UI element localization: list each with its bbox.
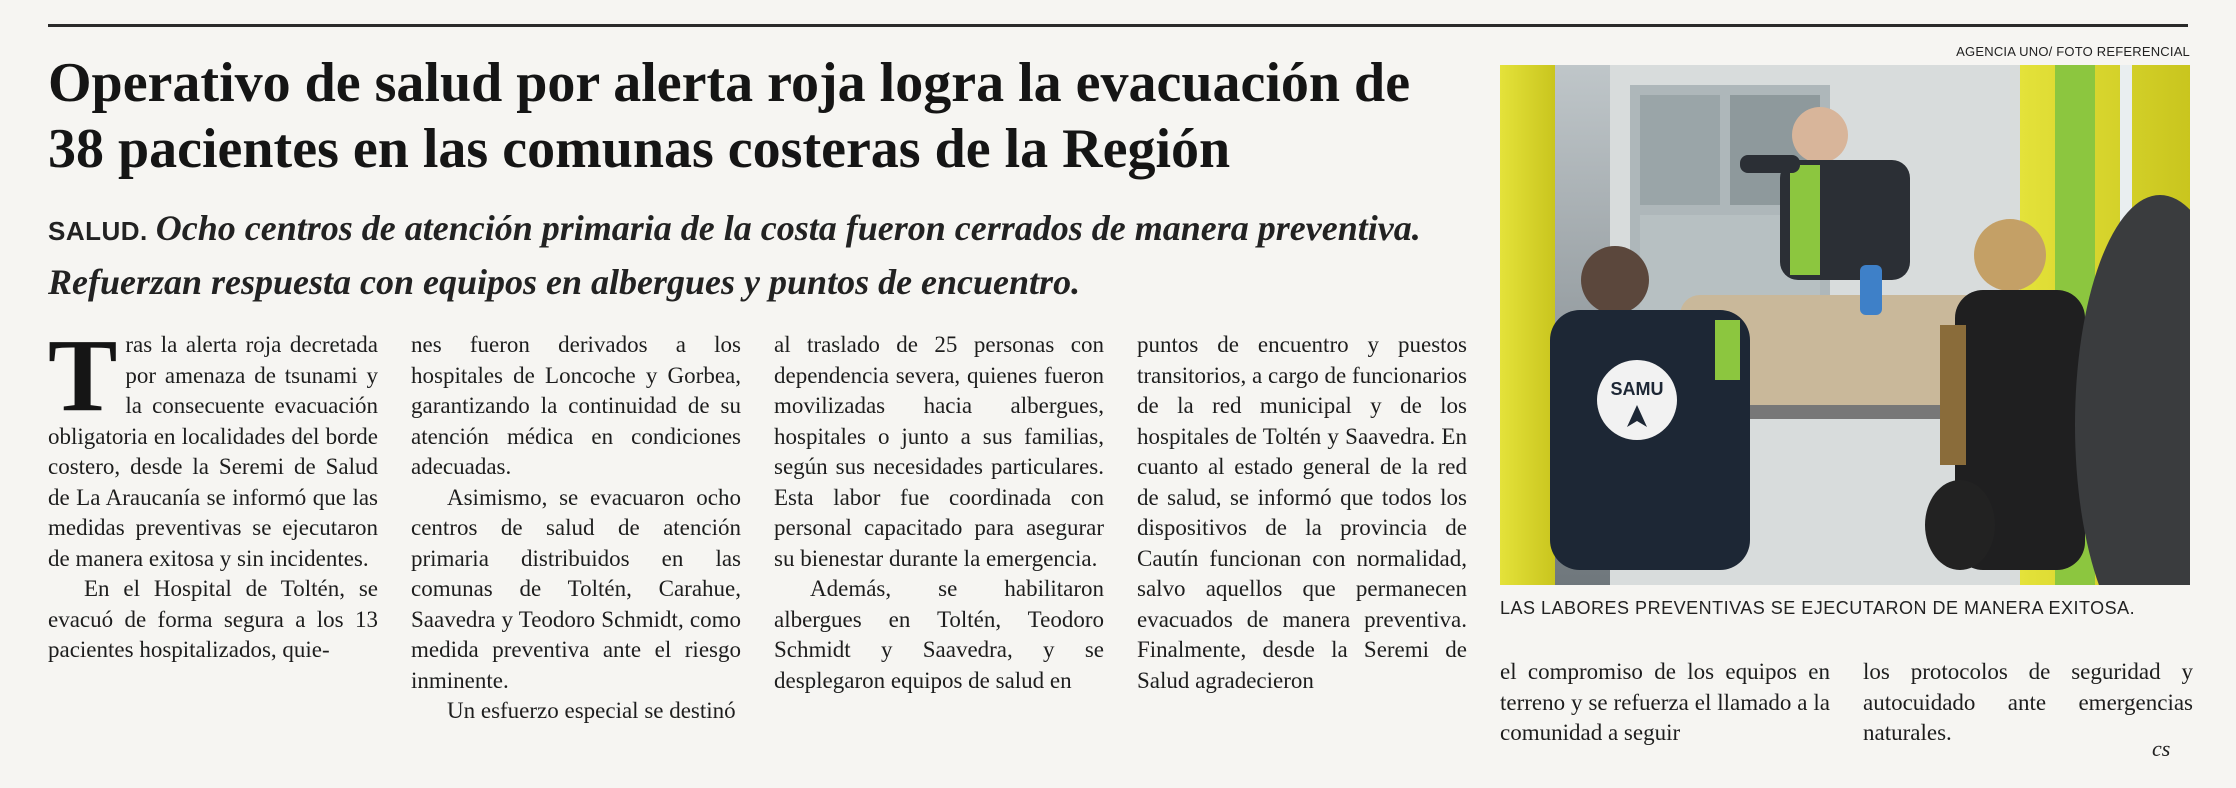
photo-caption: LAS LABORES PREVENTIVAS SE EJECUTARON DE MANERA EXITOSA. xyxy=(1500,598,2136,618)
paragraph-4-continued xyxy=(774,330,1104,574)
paragraph-4 xyxy=(411,696,741,727)
deck-text: Ocho centros de atención primaria de la costa fueron cerrados de manera preventiva. Refuerzan respuesta con equipos en albergues y puntos de encuentro. xyxy=(48,208,1421,302)
paragraph-5-part-3: el compromiso de los equipos en terreno y se refuerza el llamado a la comunidad a seguir xyxy=(1500,659,1830,745)
paragraph-2-part-1: En el Hospital de Toltén, se evacuó de forma segura a los 13 pacientes hospitalizados, quie- xyxy=(48,576,378,662)
headline: Operativo de salud por alerta roja logra la evacuación de 38 pacientes en las comunas costeras de la Región xyxy=(48,52,1411,180)
article-column-1 xyxy=(48,318,378,666)
paragraph-5-continued-3 xyxy=(1863,657,2193,749)
paragraph-5-part-2: puntos de encuentro y puestos transitorios, a cargo de funcionarios de la red municipal y de los hospitales de Toltén y Saavedra. En cuanto al estado general de la red de salud, se informó que todos los dispositivos de la provincia de Cautín funcionan con normalidad, salvo aquellos que permanecen evacuados de manera preventiva. Finalmente, desde la Seremi de Salud agradecieron xyxy=(1137,332,1467,693)
top-rule xyxy=(48,24,2188,27)
end-mark: cs xyxy=(2152,736,2171,761)
paragraph-2 xyxy=(48,574,378,666)
section-label: SALUD. xyxy=(48,216,148,246)
ambulance-scene-illustration xyxy=(1500,65,2190,585)
article-column-6 xyxy=(1863,657,2193,749)
paragraph-5-continued-2 xyxy=(1500,657,1830,749)
photo-credit: AGENCIA UNO/ FOTO REFERENCIAL xyxy=(1956,44,2190,59)
paragraph-1: ras la alerta roja decretada por amenaza de tsunami y la consecuente evacuación obligatoria en localidades del borde costero, desde la Seremi de Salud de La Araucanía se informó que las medidas preventivas se ejecutaron de manera exitosa y sin incidentes. xyxy=(48,332,378,571)
news-photo xyxy=(1500,65,2190,585)
article-column-4 xyxy=(1137,330,1467,696)
article-column-2 xyxy=(411,330,741,727)
deck xyxy=(48,203,1468,308)
paragraph-5 xyxy=(774,574,1104,696)
paragraph-2-part-2: nes fueron derivados a los hospitales de Loncoche y Gorbea, garantizando la continuidad de su atención médica en condiciones adecuadas. xyxy=(411,332,741,479)
drop-cap: T xyxy=(48,318,118,433)
article-column-3 xyxy=(774,330,1104,696)
paragraph-2-continued xyxy=(411,330,741,483)
article-column-5 xyxy=(1500,657,1830,749)
paragraph-4-part-2: al traslado de 25 personas con dependencia severa, quienes fueron movilizadas hacia albergues, hospitales o junto a sus familias, según sus necesidades particulares. Esta labor fue coordinada con personal capacitado para asegurar su bienestar durante la emergencia. xyxy=(774,332,1104,571)
paragraph-5-continued xyxy=(1137,330,1467,696)
samu-badge-text: SAMU xyxy=(1610,379,1664,399)
paragraph-5-part-1: Además, se habilitaron albergues en Toltén, Teodoro Schmidt y Saavedra, y se desplegaron equipos de salud en xyxy=(774,576,1104,693)
paragraph-3: Asimismo, se evacuaron ocho centros de salud de atención primaria distribuidos en las comunas de Toltén, Carahue, Saavedra y Teodoro Schmidt, como medida preventiva ante el riesgo inminente. xyxy=(411,484,741,693)
paragraph-4-part-1: Un esfuerzo especial se destinó xyxy=(447,698,736,723)
paragraph-5-part-4: los protocolos de seguridad y autocuidado ante emergencias naturales. xyxy=(1863,659,2193,745)
